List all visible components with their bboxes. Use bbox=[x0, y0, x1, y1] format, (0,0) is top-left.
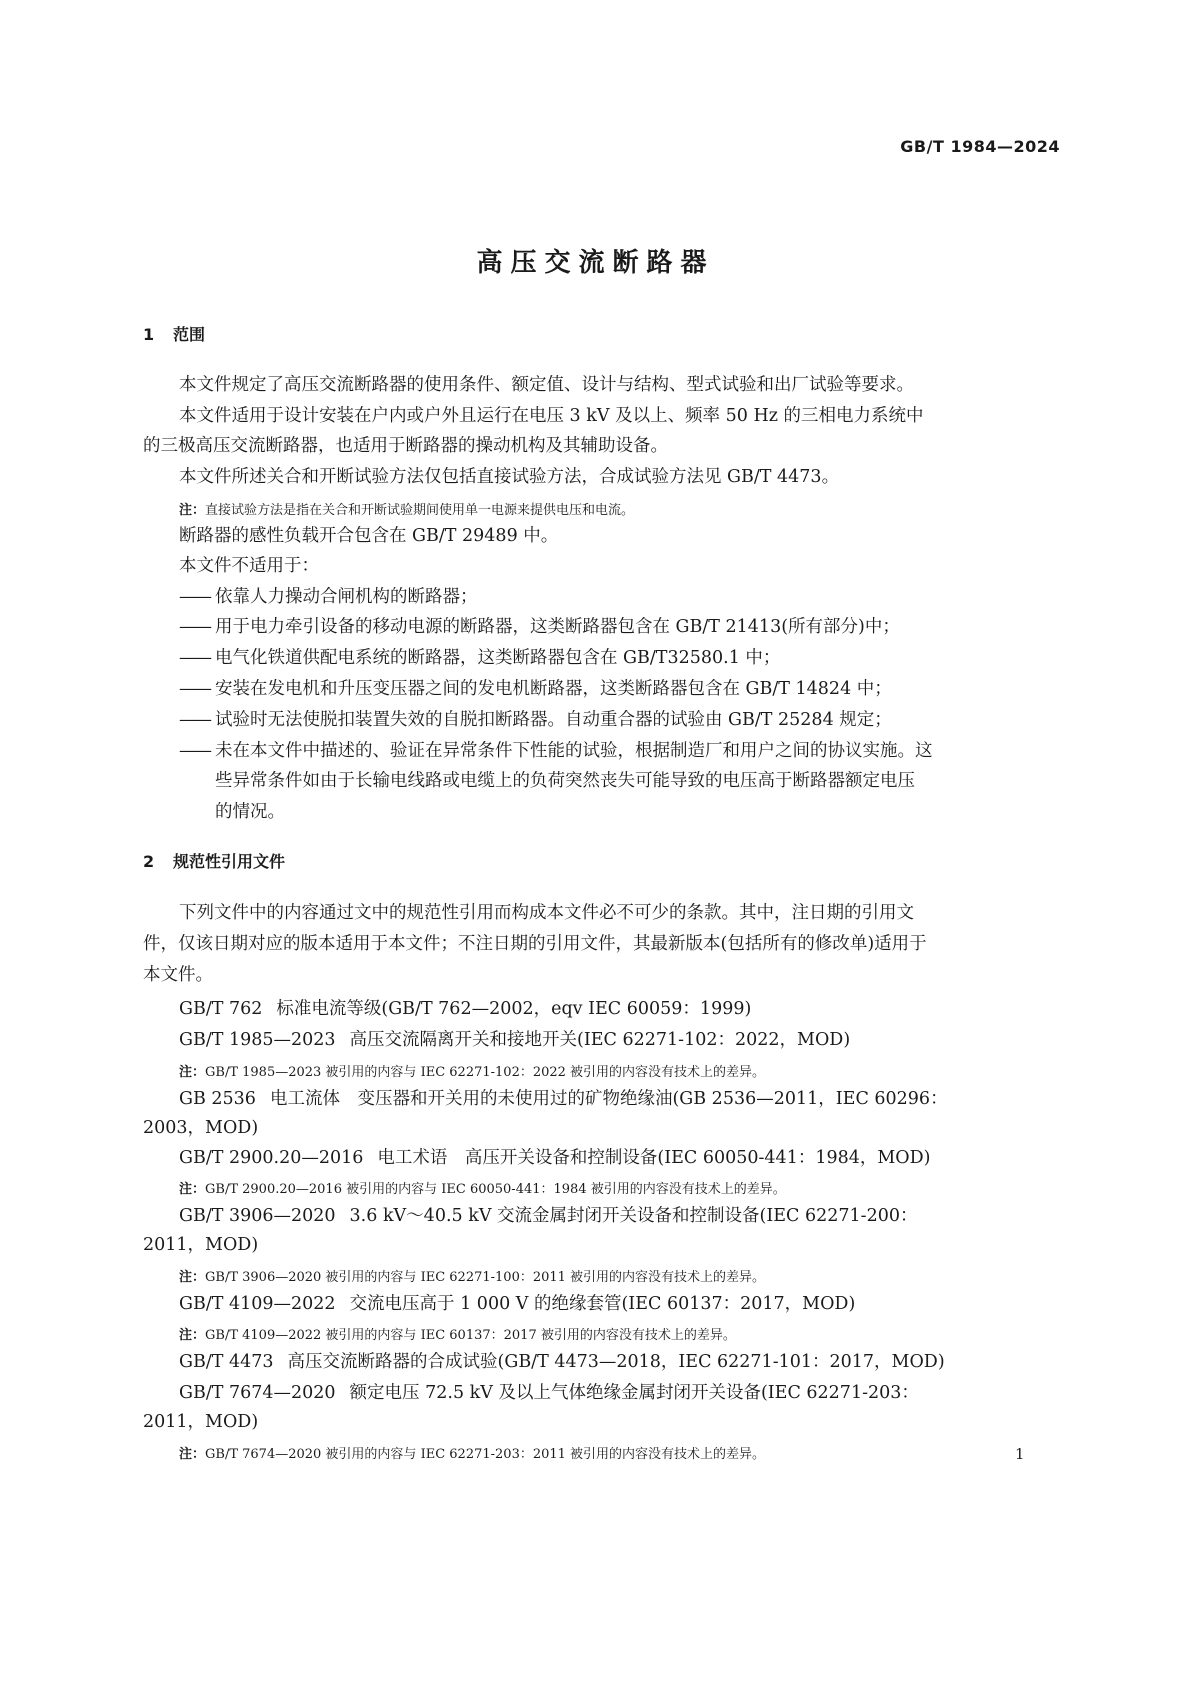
page-title: 高压交流断路器 bbox=[476, 248, 715, 278]
note-label: 注： bbox=[179, 503, 206, 518]
reference-note: 注：GB/T 3906—2020 被引用的内容与 IEC 62271-100：2011 被引用的内容没有技术上的差异。 bbox=[179, 1270, 766, 1285]
reference-entry-cont: 2011，MOD) bbox=[143, 1235, 259, 1255]
scope-paragraph-2: 本文件适用于设计安装在户内或户外且运行在电压 3 kV 及以上、频率 50 Hz 的三相电力系统中 bbox=[179, 406, 924, 426]
note-text: 直接试验方法是指在关合和开断试验期间使用单一电源来提供电压和电流。 bbox=[205, 503, 635, 518]
page-number: 1 bbox=[1015, 1445, 1025, 1463]
section-number: 1 bbox=[143, 325, 155, 344]
refs-intro-3: 本文件。 bbox=[143, 965, 213, 985]
exclusion-item: —— 未在本文件中描述的、验证在异常条件下性能的试验，根据制造厂和用户之间的协议实施。这 bbox=[179, 741, 933, 761]
scope-paragraph-3: 本文件所述关合和开断试验方法仅包括直接试验方法，合成试验方法见 GB/T 4473。 bbox=[179, 467, 840, 487]
reference-entry: GB/T 3906—2020 3.6 kV～40.5 kV 交流金属封闭开关设备和控制设备(IEC 62271-200： bbox=[179, 1206, 918, 1226]
scope-paragraph-1: 本文件规定了高压交流断路器的使用条件、额定值、设计与结构、型式试验和出厂试验等要求。 bbox=[179, 375, 914, 395]
reference-entry: GB/T 4473 高压交流断路器的合成试验(GB/T 4473—2018，IEC 62271-101：2017，MOD) bbox=[179, 1352, 945, 1372]
exclusion-item: —— 电气化铁道供配电系统的断路器，这类断路器包含在 GB/T32580.1 中； bbox=[179, 648, 781, 668]
reference-note: 注：GB/T 2900.20—2016 被引用的内容与 IEC 60050-441：1984 被引用的内容没有技术上的差异。 bbox=[179, 1182, 786, 1197]
reference-note: 注：GB/T 4109—2022 被引用的内容与 IEC 60137：2017 被引用的内容没有技术上的差异。 bbox=[179, 1328, 736, 1343]
reference-entry: GB/T 7674—2020 额定电压 72.5 kV 及以上气体绝缘金属封闭开关设备(IEC 62271-203： bbox=[179, 1383, 919, 1403]
refs-intro-1: 下列文件中的内容通过文中的规范性引用而构成本文件必不可少的条款。其中，注日期的引用文 bbox=[179, 903, 914, 923]
scope-paragraph-5: 本文件不适用于： bbox=[179, 556, 319, 576]
reference-note: 注：GB/T 1985—2023 被引用的内容与 IEC 62271-102：2022 被引用的内容没有技术上的差异。 bbox=[179, 1065, 766, 1080]
reference-entry-cont: 2011，MOD) bbox=[143, 1412, 259, 1432]
exclusion-item: —— 试验时无法使脱扣装置失效的自脱扣断路器。自动重合器的试验由 GB/T 25284 规定； bbox=[179, 710, 892, 730]
exclusion-item-cont: 些异常条件如由于长输电线路或电缆上的负荷突然丧失可能导致的电压高于断路器额定电压 bbox=[215, 771, 915, 791]
reference-entry-cont: 2003，MOD) bbox=[143, 1118, 259, 1138]
section-2-heading bbox=[143, 849, 285, 872]
reference-entry: GB/T 762 标准电流等级(GB/T 762—2002，eqv IEC 60059：1999) bbox=[179, 999, 752, 1019]
section-title: 范围 bbox=[173, 325, 206, 344]
exclusion-item: —— 依靠人力操动合闸机构的断路器； bbox=[179, 587, 478, 607]
exclusion-item: —— 用于电力牵引设备的移动电源的断路器，这类断路器包含在 GB/T 21413(所有部分)中； bbox=[179, 617, 900, 637]
section-1-heading bbox=[143, 322, 205, 345]
section-title: 规范性引用文件 bbox=[173, 852, 286, 871]
section-number: 2 bbox=[143, 852, 155, 871]
reference-note: 注：GB/T 7674—2020 被引用的内容与 IEC 62271-203：2011 被引用的内容没有技术上的差异。 bbox=[179, 1447, 766, 1462]
scope-note bbox=[179, 499, 634, 518]
reference-entry: GB/T 4109—2022 交流电压高于 1 000 V 的绝缘套管(IEC 60137：2017，MOD) bbox=[179, 1294, 856, 1314]
standard-code: GB/T 1984—2024 bbox=[900, 137, 1060, 156]
scope-paragraph-4: 断路器的感性负载开合包含在 GB/T 29489 中。 bbox=[179, 526, 559, 546]
scope-paragraph-2-cont: 的三极高压交流断路器，也适用于断路器的操动机构及其辅助设备。 bbox=[143, 436, 668, 456]
reference-entry: GB 2536 电工流体 变压器和开关用的未使用过的矿物绝缘油(GB 2536—2011，IEC 60296： bbox=[179, 1089, 948, 1109]
exclusion-item: —— 安装在发电机和升压变压器之间的发电机断路器，这类断路器包含在 GB/T 14824 中； bbox=[179, 679, 892, 699]
reference-entry: GB/T 1985—2023 高压交流隔离开关和接地开关(IEC 62271-102：2022，MOD) bbox=[179, 1030, 851, 1050]
reference-entry: GB/T 2900.20—2016 电工术语 高压开关设备和控制设备(IEC 60050-441：1984，MOD) bbox=[179, 1148, 931, 1168]
refs-intro-2: 件，仅该日期对应的版本适用于本文件；不注日期的引用文件，其最新版本(包括所有的修改单)适用于 bbox=[143, 934, 927, 954]
exclusion-item-cont: 的情况。 bbox=[215, 802, 285, 822]
